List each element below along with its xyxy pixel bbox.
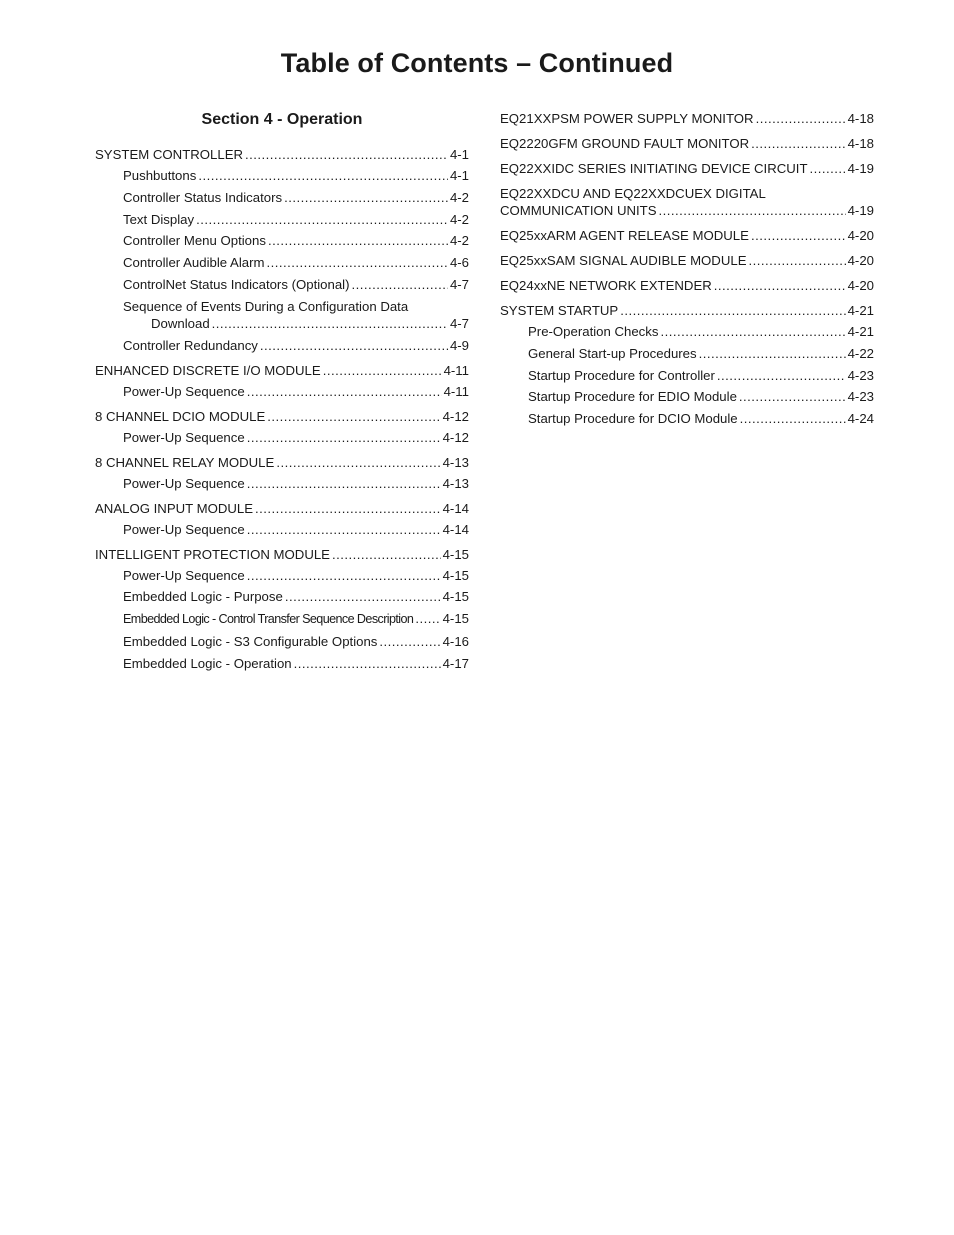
toc-entry-page: 4-13 [442, 475, 469, 491]
dot-leader [740, 410, 846, 427]
toc-entry-page: 4-18 [847, 111, 874, 126]
dot-leader [620, 302, 845, 319]
dot-leader [739, 388, 846, 405]
toc-entry-page: 4-11 [443, 383, 469, 399]
toc-entry-page: 4-2 [449, 211, 469, 227]
toc-entry [500, 110, 874, 127]
toc-entry [95, 146, 469, 163]
toc-entry-page: 4-2 [449, 233, 469, 249]
toc-entry-page: 4-12 [442, 408, 469, 424]
toc-entry-page: 4-19 [847, 203, 874, 218]
dot-leader [323, 362, 442, 379]
toc-entry-title: Embedded Logic - S3 Configurable Options [123, 633, 378, 649]
toc-entry [500, 388, 874, 405]
toc-entry-title: Power-Up Sequence [123, 429, 245, 445]
toc-entry [95, 475, 469, 492]
toc-entry [95, 588, 469, 605]
toc-entry [500, 410, 874, 427]
toc-entry-page: 4-7 [449, 276, 469, 292]
toc-entry-title: COMMUNICATION UNITS [500, 203, 657, 218]
toc-entry [95, 521, 469, 538]
toc-entry-page: 4-13 [442, 454, 469, 470]
dot-leader [247, 383, 442, 400]
toc-entry-title: Startup Procedure for DCIO Module [528, 411, 738, 427]
dot-leader [810, 160, 846, 177]
toc-entry [95, 337, 469, 354]
dot-leader [196, 211, 448, 228]
toc-entry-page: 4-20 [847, 278, 874, 293]
toc-entry [500, 227, 874, 244]
toc-entry-page: 4-19 [847, 161, 874, 176]
dot-leader [267, 408, 440, 425]
toc-entry-title: ControlNet Status Indicators (Optional) [123, 276, 350, 292]
toc-entry-page: 4-15 [442, 546, 469, 562]
toc-entry-title: EQ22XXIDC SERIES INITIATING DEVICE CIRCUIT [500, 161, 808, 176]
toc-entry-page: 4-7 [449, 315, 469, 331]
toc-entry-title: Text Display [123, 211, 195, 227]
toc-entry [500, 323, 874, 340]
toc-entry [95, 276, 469, 293]
toc-entry [500, 302, 874, 319]
toc-entry-title: Pre-Operation Checks [528, 324, 659, 339]
dot-leader [717, 367, 846, 384]
toc-entry-title: 8 CHANNEL RELAY MODULE [95, 454, 275, 470]
dot-leader [294, 655, 441, 672]
dot-leader [379, 633, 440, 650]
toc-entry [500, 367, 874, 384]
dot-leader [247, 521, 441, 538]
dot-leader [268, 232, 448, 249]
toc-entry-page: 4-9 [449, 337, 469, 353]
toc-entry-title: EQ21XXPSM POWER SUPPLY MONITOR [500, 111, 754, 126]
toc-entry-page: 4-14 [442, 521, 469, 537]
toc-list-right [500, 110, 874, 427]
dot-leader [415, 610, 440, 627]
dot-leader [247, 475, 441, 492]
toc-entry-title: ENHANCED DISCRETE I/O MODULE [95, 362, 321, 378]
toc-entry [95, 298, 469, 332]
toc-entry-title: Pushbuttons [123, 168, 197, 183]
toc-entry-page: 4-21 [847, 303, 874, 318]
toc-entry-title: Startup Procedure for EDIO Module [528, 389, 737, 405]
toc-entry-page: 4-15 [442, 611, 469, 627]
dot-leader [749, 252, 846, 269]
toc-entry-page: 4-12 [442, 429, 469, 445]
toc-entry [95, 383, 469, 400]
toc-entry-title: Controller Redundancy [123, 337, 258, 353]
dot-leader [714, 277, 846, 294]
toc-entry-page: 4-20 [847, 253, 874, 268]
toc-entry-title: SYSTEM CONTROLLER [95, 147, 244, 162]
toc-entry-page: 4-15 [442, 589, 469, 605]
dot-leader [276, 454, 440, 471]
toc-entry-title: Power-Up Sequence [123, 521, 245, 537]
toc-entry [95, 232, 469, 249]
toc-entry [500, 135, 874, 152]
toc-entry [95, 655, 469, 672]
toc-entry-title: Power-Up Sequence [123, 567, 245, 583]
dot-leader [659, 202, 846, 219]
toc-entry-page: 4-23 [847, 389, 874, 405]
toc-entry [95, 633, 469, 650]
toc-entry-title: Power-Up Sequence [123, 383, 245, 399]
dot-leader [255, 500, 441, 517]
toc-entry-title: INTELLIGENT PROTECTION MODULE [95, 546, 330, 562]
toc-entry-title: Controller Audible Alarm [123, 255, 265, 271]
toc-entry [500, 160, 874, 177]
toc-entry-page: 4-24 [847, 411, 874, 427]
dot-leader [247, 567, 441, 584]
toc-entry-title-line: Sequence of Events During a Configuration Data [123, 298, 409, 314]
toc-entry [95, 211, 469, 228]
toc-entry [95, 254, 469, 271]
toc-entry [95, 500, 469, 517]
toc-entry-title: Embedded Logic - Operation [123, 655, 292, 671]
toc-left-column [95, 107, 469, 677]
toc-entry-page: 4-21 [847, 324, 874, 339]
toc-entry-title: EQ25xxARM AGENT RELEASE MODULE [500, 228, 749, 243]
toc-entry-title: Power-Up Sequence [123, 475, 245, 491]
toc-entry [95, 454, 469, 471]
toc-entry-title: Startup Procedure for Controller [528, 367, 715, 383]
toc-entry-title: 8 CHANNEL DCIO MODULE [95, 408, 266, 424]
toc-entry-title-line: EQ22XXDCU AND EQ22XXDCUEX DIGITAL [500, 186, 766, 201]
toc-right-column [500, 110, 874, 432]
dot-leader [284, 189, 448, 206]
toc-entry-page: 4-17 [442, 655, 469, 671]
toc-entry-title: Embedded Logic - Control Transfer Sequence Description [123, 612, 414, 627]
toc-entry-title: Controller Status Indicators [123, 189, 283, 205]
dot-leader [198, 167, 448, 184]
toc-entry-page: 4-15 [442, 567, 469, 583]
toc-entry-page: 4-6 [449, 255, 469, 271]
toc-entry [95, 408, 469, 425]
toc-list-left [95, 146, 469, 672]
toc-entry-title: EQ24xxNE NETWORK EXTENDER [500, 278, 712, 293]
toc-entry-title: ANALOG INPUT MODULE [95, 500, 254, 516]
dot-leader [212, 315, 448, 332]
dot-leader [751, 227, 846, 244]
toc-entry-page: 4-23 [847, 367, 874, 383]
toc-entry [95, 167, 469, 184]
page-title: Table of Contents – Continued [280, 48, 674, 78]
toc-entry-page: 4-20 [847, 228, 874, 243]
toc-entry-page: 4-14 [442, 500, 469, 516]
toc-entry-title: EQ2220GFM GROUND FAULT MONITOR [500, 136, 750, 151]
toc-entry [500, 252, 874, 269]
toc-entry [500, 345, 874, 362]
toc-entry-title: Controller Menu Options [123, 233, 266, 249]
toc-entry [95, 546, 469, 563]
toc-entry-title: Download [151, 315, 210, 331]
toc-entry-page: 4-16 [442, 633, 469, 649]
toc-entry [95, 362, 469, 379]
dot-leader [352, 276, 448, 293]
toc-entry-page: 4-18 [847, 136, 874, 151]
toc-entry [95, 567, 469, 584]
toc-entry-title: SYSTEM STARTUP [500, 303, 619, 318]
toc-entry-title: Embedded Logic - Purpose [123, 589, 283, 605]
toc-entry [500, 185, 874, 219]
toc-entry [95, 610, 469, 628]
toc-entry [95, 429, 469, 446]
toc-entry [500, 277, 874, 294]
dot-leader [260, 337, 448, 354]
toc-entry-page: 4-1 [449, 168, 469, 183]
toc-entry-page: 4-22 [847, 345, 874, 361]
toc-entry-page: 4-11 [443, 362, 469, 378]
dot-leader [751, 135, 845, 152]
dot-leader [699, 345, 846, 362]
dot-leader [660, 323, 845, 340]
section-heading: Section 4 - Operation [201, 111, 363, 128]
toc-entry-page: 4-1 [449, 147, 469, 162]
dot-leader [332, 546, 441, 563]
toc-entry-title: General Start-up Procedures [528, 345, 697, 361]
toc-entry-title: EQ25xxSAM SIGNAL AUDIBLE MODULE [500, 253, 747, 268]
dot-leader [245, 146, 448, 163]
dot-leader [247, 429, 441, 446]
dot-leader [266, 254, 447, 271]
toc-entry-page: 4-2 [449, 189, 469, 205]
dot-leader [756, 110, 846, 127]
dot-leader [285, 588, 441, 605]
toc-entry [95, 189, 469, 206]
